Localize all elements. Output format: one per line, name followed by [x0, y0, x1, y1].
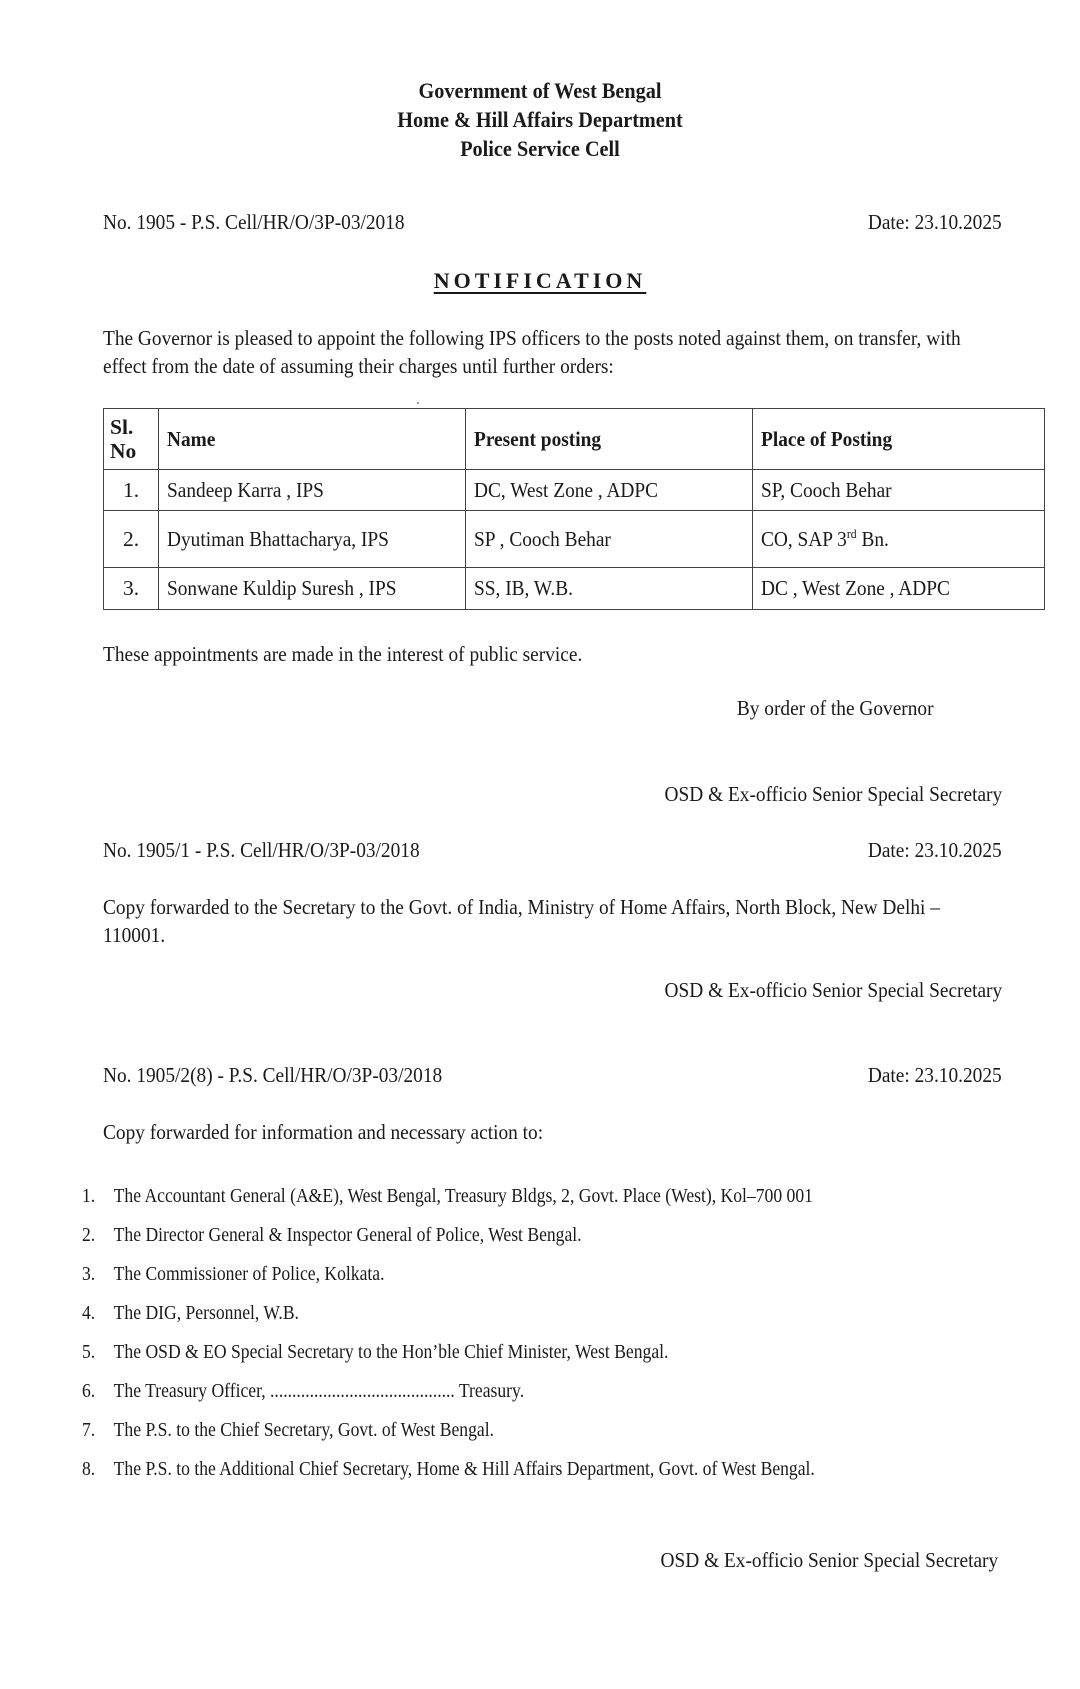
cell-sl: 1.: [104, 470, 159, 511]
notification-intro: The Governor is pleased to appoint the following IPS officers to the posts noted against them, on transfer, with effect from the date of assuming their charges until further orders:: [103, 326, 961, 378]
col-header-place-of-posting: [753, 409, 1045, 470]
copy1-text: Copy forwarded to the Secretary to the Govt. of India, Ministry of Home Affairs, North Block, New Delhi – 110001.: [103, 895, 940, 947]
list-item-number: 3.: [82, 1263, 96, 1285]
cell-name: [159, 470, 466, 511]
list-item-number: 7.: [82, 1419, 96, 1441]
copy2-ref-number: No. 1905/2(8) - P.S. Cell/HR/O/3P-03/2018: [103, 1063, 443, 1087]
list-item: [82, 1255, 962, 1294]
cell-name: [159, 568, 466, 610]
list-item-text: The Commissioner of Police, Kolkata.: [113, 1263, 385, 1285]
cell-place-of-posting: [753, 511, 1045, 568]
list-item-number: 5.: [82, 1341, 96, 1363]
table-header-row: [104, 409, 1045, 470]
notification-ref-number: No. 1905 - P.S. Cell/HR/O/3P-03/2018: [103, 210, 405, 234]
cell-place-text: SP, Cooch Behar: [761, 477, 892, 502]
list-item-number: 6.: [82, 1380, 96, 1402]
cell-present-text: SS, IB, W.B.: [474, 576, 573, 600]
cell-place-text: DC , West Zone , ADPC: [761, 576, 950, 600]
government-name: Government of West Bengal: [418, 78, 662, 103]
cell-place-superscript: rd: [846, 525, 857, 541]
cell-present-text: SP , Cooch Behar: [474, 526, 611, 551]
signatory-2: OSD & Ex-officio Senior Special Secretary: [664, 978, 1002, 1002]
col-header-sl-line1: Sl.: [110, 415, 134, 439]
notification-title-text: NOTIFICATION: [433, 268, 647, 293]
letterhead: [43, 76, 1037, 163]
col-header-name-text: Name: [167, 426, 216, 451]
closing-statement: These appointments are made in the interest of public service.: [103, 642, 583, 666]
list-item-number: 2.: [82, 1224, 96, 1246]
col-header-present-posting: [466, 409, 753, 470]
cell-place-wrapper: [761, 526, 889, 552]
col-header-sl-line2: No: [110, 439, 137, 463]
list-item: [82, 1333, 962, 1372]
copy1-date: Date: 23.10.2025: [868, 838, 1002, 862]
list-item-text: The Accountant General (A&E), West Bengal, Treasury Bldgs, 2, Govt. Place (West), Kol–700 001: [113, 1185, 813, 1207]
cell-name: [159, 511, 466, 568]
cell-name-text: Sandeep Karra , IPS: [167, 477, 324, 502]
col-header-sl-no: [104, 409, 159, 470]
cell-present-posting: [466, 470, 753, 511]
list-item: [82, 1411, 962, 1450]
copy2-date: Date: 23.10.2025: [868, 1063, 1002, 1087]
table-row: [104, 568, 1045, 610]
list-item: [82, 1294, 962, 1333]
scan-speck: [417, 402, 419, 404]
cell-present-posting: [466, 568, 753, 610]
list-item-number: 4.: [82, 1302, 96, 1324]
table-row: [104, 470, 1045, 511]
notification-title: [0, 268, 1080, 294]
cell-sl: 3.: [104, 568, 159, 610]
col-header-place-text: Place of Posting: [761, 426, 893, 451]
postings-table: [103, 408, 1045, 610]
list-item-text: The OSD & EO Special Secretary to the Hon’ble Chief Minister, West Bengal.: [113, 1341, 669, 1363]
cell-name-text: Dyutiman Bhattacharya, IPS: [167, 526, 389, 551]
by-order-line: By order of the Governor: [737, 696, 934, 720]
list-item-text: The DIG, Personnel, W.B.: [113, 1302, 299, 1324]
list-item: [82, 1216, 962, 1255]
cell-present-text: DC, West Zone , ADPC: [474, 477, 659, 502]
cell-present-posting: [466, 511, 753, 568]
list-item-text: The P.S. to the Chief Secretary, Govt. of West Bengal.: [113, 1419, 495, 1441]
list-item: [82, 1177, 962, 1216]
cell-place-text: CO, SAP 3: [761, 527, 847, 552]
col-header-present-text: Present posting: [474, 426, 602, 451]
cell-sl: 2.: [104, 511, 159, 568]
cell-name-text: Sonwane Kuldip Suresh , IPS: [167, 576, 397, 600]
notification-date: Date: 23.10.2025: [868, 210, 1002, 234]
cell-place-of-posting: [753, 470, 1045, 511]
department-name: Home & Hill Affairs Department: [397, 107, 683, 132]
list-item: [82, 1450, 962, 1489]
copy1-ref-number: No. 1905/1 - P.S. Cell/HR/O/3P-03/2018: [103, 838, 420, 862]
signatory-1: OSD & Ex-officio Senior Special Secretary: [664, 782, 1002, 806]
list-item: [82, 1372, 962, 1411]
table-row: [104, 511, 1045, 568]
recipients-list: [82, 1177, 1080, 1489]
list-item-text: The Director General & Inspector General of Police, West Bengal.: [113, 1224, 582, 1246]
cell-place-suffix: Bn.: [856, 527, 889, 552]
list-item-text: The Treasury Officer, .......................................... Treasury.: [113, 1380, 525, 1402]
col-header-name: [159, 409, 466, 470]
signatory-3: OSD & Ex-officio Senior Special Secretary: [660, 1548, 998, 1572]
cell-place-of-posting: [753, 568, 1045, 610]
list-item-text: The P.S. to the Additional Chief Secretary, Home & Hill Affairs Department, Govt. of West Bengal.: [113, 1458, 815, 1480]
list-item-number: 8.: [82, 1458, 96, 1480]
copy2-text: Copy forwarded for information and necessary action to:: [103, 1120, 544, 1144]
list-item-number: 1.: [82, 1185, 96, 1207]
cell-name: Police Service Cell: [460, 136, 620, 161]
